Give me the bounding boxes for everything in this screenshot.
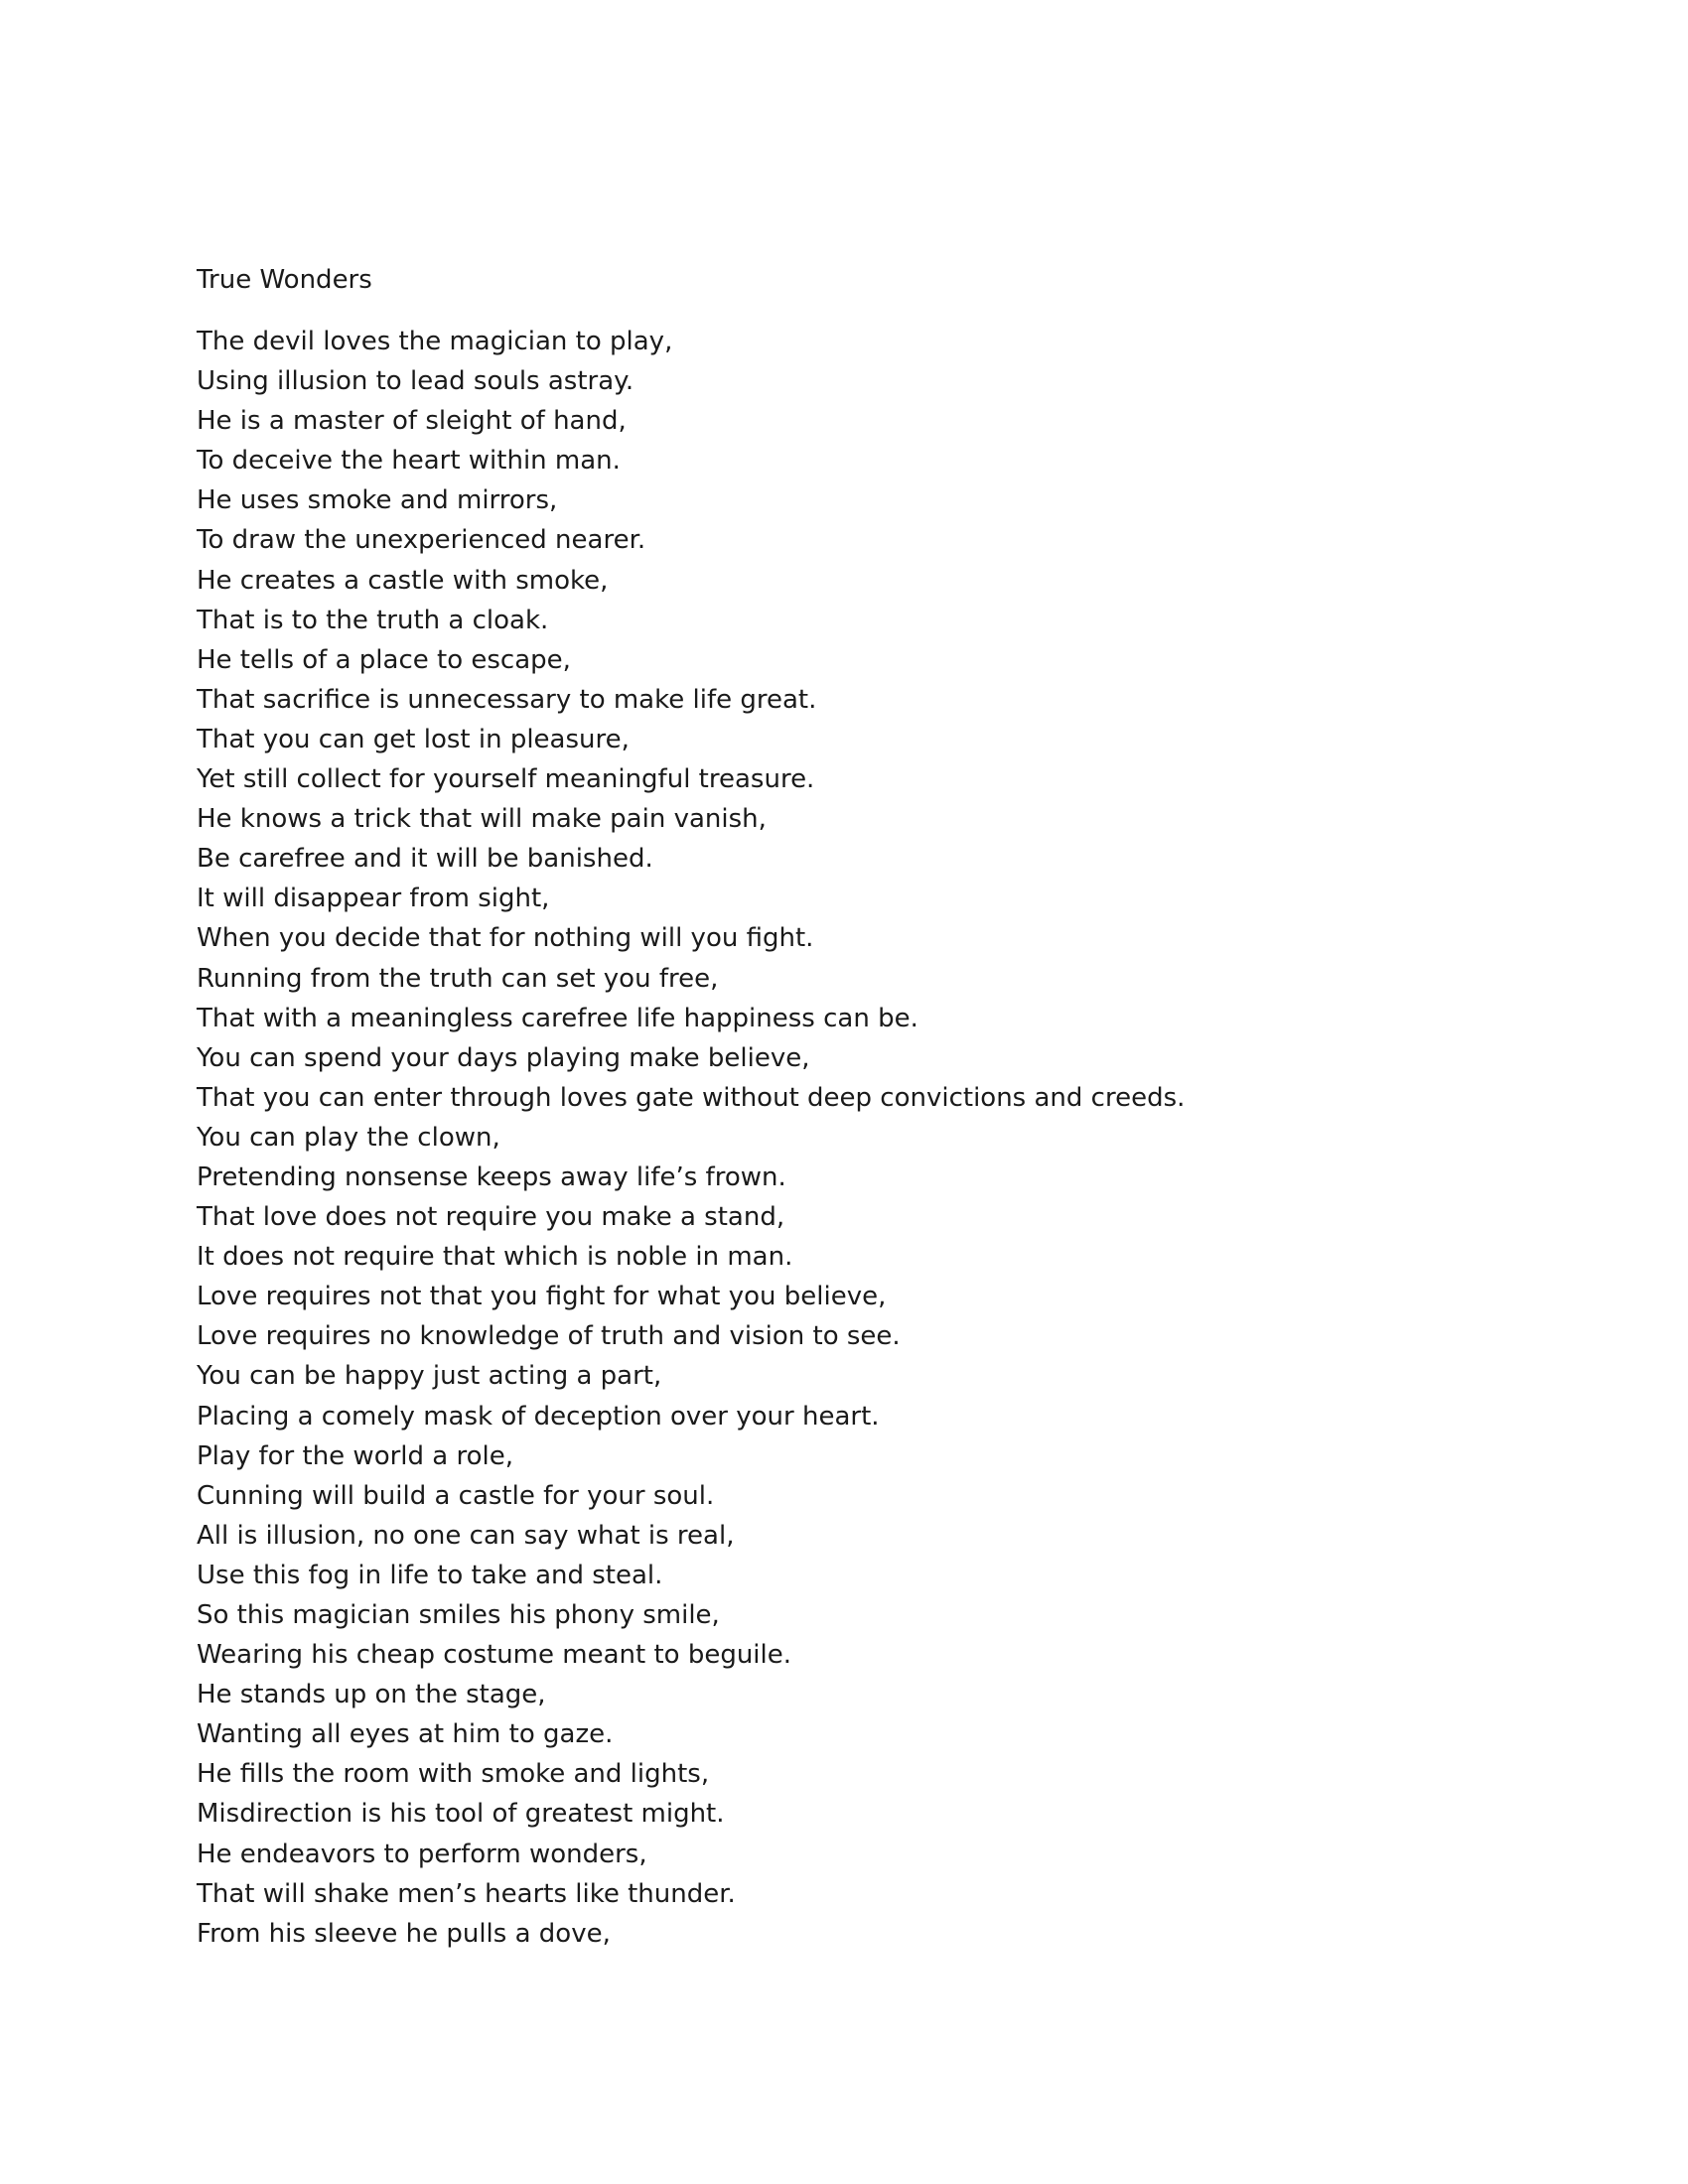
- poem-line: That is to the truth a cloak.: [197, 605, 549, 635]
- poem-line: He uses smoke and mirrors,: [197, 485, 558, 516]
- poem-line: That love does not require you make a stand,: [197, 1202, 785, 1233]
- poem-line: From his sleeve he pulls a dove,: [197, 1918, 611, 1949]
- poem-body: [197, 322, 1185, 1954]
- poem-line: Yet still collect for yourself meaningful treasure.: [197, 764, 815, 795]
- poem-line: You can play the clown,: [197, 1122, 500, 1153]
- poem-title: True Wonders: [197, 265, 372, 295]
- poem-line: It does not require that which is noble in man.: [197, 1242, 793, 1273]
- poem-line: Running from the truth can set you free,: [197, 963, 719, 994]
- poem-line: Use this fog in life to take and steal.: [197, 1560, 663, 1590]
- poem-line: Pretending nonsense keeps away life’s frown.: [197, 1161, 786, 1192]
- poem-line: When you decide that for nothing will you fight.: [197, 923, 814, 954]
- poem-line: He tells of a place to escape,: [197, 644, 571, 675]
- poem-line: That will shake men’s hearts like thunder.: [197, 1878, 736, 1909]
- poem-line: Wearing his cheap costume meant to beguile.: [197, 1640, 792, 1671]
- poem-line: He knows a trick that will make pain vanish,: [197, 804, 767, 835]
- poem-line: All is illusion, no one can say what is real,: [197, 1520, 735, 1551]
- poem-line: Misdirection is his tool of greatest might.: [197, 1799, 725, 1830]
- poem-line: The devil loves the magician to play,: [197, 327, 673, 356]
- poem-line: Be carefree and it will be banished.: [197, 844, 653, 875]
- poem-line: Play for the world a role,: [197, 1440, 513, 1471]
- poem-line: That you can get lost in pleasure,: [197, 724, 630, 754]
- poem-line: So this magician smiles his phony smile,: [197, 1600, 720, 1630]
- poem-line: Cunning will build a castle for your soul.: [197, 1480, 715, 1511]
- poem-line: He fills the room with smoke and lights,: [197, 1759, 710, 1790]
- poem-line: He is a master of sleight of hand,: [197, 406, 627, 437]
- poem-line: To deceive the heart within man.: [197, 446, 621, 477]
- poem-line: Love requires no knowledge of truth and vision to see.: [197, 1321, 901, 1352]
- poem-line: That you can enter through loves gate without deep convictions and creeds.: [197, 1082, 1186, 1113]
- poem-line: That sacrifice is unnecessary to make life great.: [197, 684, 817, 715]
- poem-line: He stands up on the stage,: [197, 1680, 546, 1710]
- poem-line: Using illusion to lead souls astray.: [197, 366, 634, 397]
- poem-line: Wanting all eyes at him to gaze.: [197, 1719, 614, 1750]
- poem-line: Placing a comely mask of deception over your heart.: [197, 1401, 880, 1432]
- poem-line: It will disappear from sight,: [197, 884, 550, 914]
- poem-line: He creates a castle with smoke,: [197, 565, 609, 596]
- poem-line: Love requires not that you fight for what you believe,: [197, 1282, 887, 1312]
- poem-line: You can spend your days playing make believe,: [197, 1042, 810, 1073]
- poem-line: That with a meaningless carefree life happiness can be.: [197, 1003, 918, 1033]
- poem-line: You can be happy just acting a part,: [197, 1361, 662, 1392]
- poem-line: To draw the unexperienced nearer.: [197, 525, 646, 556]
- poem-line: He endeavors to perform wonders,: [197, 1839, 647, 1869]
